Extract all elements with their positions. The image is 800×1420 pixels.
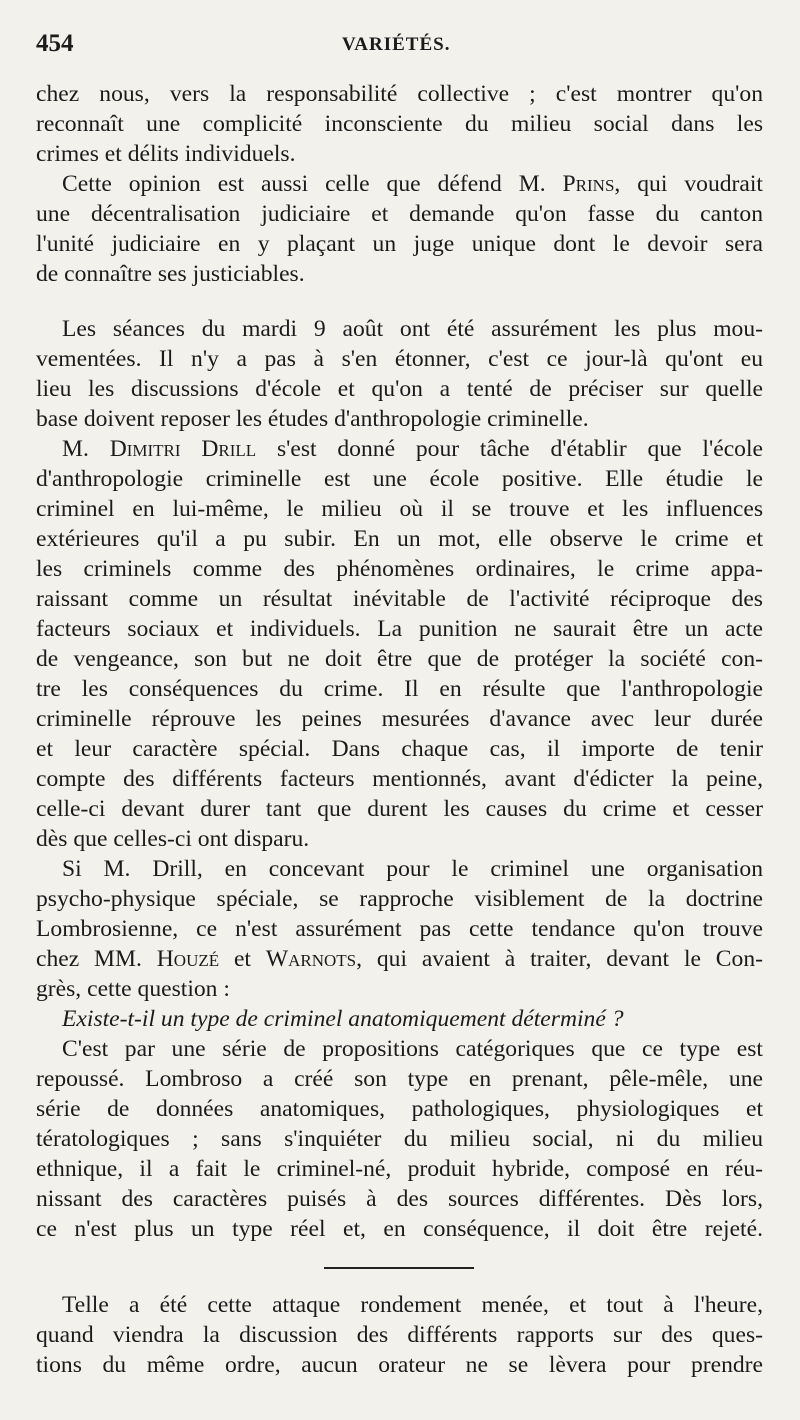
- text-line: repoussé. Lombroso a créé son type en prenant, pêle-mêle, une: [36, 1066, 763, 1092]
- text-line: tions du même ordre, aucun orateur ne se lèvera pour prendre: [36, 1352, 763, 1378]
- text-line: vementées. Il n'y a pas à s'en étonner, c'est ce jour-là qu'ont eu: [36, 346, 763, 372]
- text-line: tératologiques ; sans s'inquiéter du milieu social, ni du milieu: [36, 1126, 763, 1152]
- page-number: 454: [36, 30, 74, 57]
- author-name-drill: Dimitri Drill: [109, 436, 257, 462]
- text-line: celle-ci devant durer tant que durent les causes du crime et cesser: [36, 796, 763, 822]
- text-line: Si M. Drill, en concevant pour le criminel une organisation: [62, 856, 763, 882]
- text-line: et leur caractère spécial. Dans chaque cas, il importe de tenir: [36, 736, 763, 762]
- text-line: criminelle réprouve les peines mesurées d'avance avec leur durée: [36, 706, 763, 732]
- question-heading: Existe-t-il un type de criminel anatomiquement déterminé ?: [62, 1006, 624, 1032]
- text-line: compte des différents facteurs mentionnés, avant d'édicter la peine,: [36, 766, 763, 792]
- text-line: crimes et délits individuels.: [36, 141, 296, 167]
- text-line: M. Dimitri Drill s'est donné pour tâche d'établir que l'école: [62, 436, 763, 462]
- text-line: criminel en lui-même, le milieu où il se trouve et les influences: [36, 496, 763, 522]
- text-line: ethnique, il a fait le criminel-né, produit hybride, composé en réu-: [36, 1156, 763, 1182]
- text-line: reconnaît une complicité inconsciente du milieu social dans les: [36, 111, 763, 137]
- text-line: lieu les discussions d'école et qu'on a tenté de préciser sur quelle: [36, 376, 763, 402]
- text-line: de vengeance, son but ne doit être que de protéger la société con-: [36, 646, 763, 672]
- author-name-warnots: Warnots: [265, 946, 357, 972]
- text-line: base doivent reposer les études d'anthropologie criminelle.: [36, 406, 589, 432]
- text-line: l'unité judiciaire en y plaçant un juge unique dont le devoir sera: [36, 231, 763, 257]
- text-line: de connaître ses justiciables.: [36, 261, 305, 287]
- text-line: facteurs sociaux et individuels. La punition ne saurait être un acte: [36, 616, 763, 642]
- text-line: Lombrosienne, ce n'est assurément pas cette tendance qu'on trouve: [36, 916, 763, 942]
- text-line: chez MM. Houzé et Warnots, qui avaient à traiter, devant le Con-: [36, 946, 763, 972]
- text-line: grès, cette question :: [36, 976, 230, 1002]
- section-divider: [324, 1267, 474, 1269]
- text-line: une décentralisation judiciaire et demande qu'on fasse du canton: [36, 201, 763, 227]
- text-line: nissant des caractères puisés à des sources différentes. Dès lors,: [36, 1186, 763, 1212]
- text-line: série de données anatomiques, pathologiques, physiologiques et: [36, 1096, 763, 1122]
- text-line: Les séances du mardi 9 août ont été assurément les plus mou-: [62, 316, 763, 342]
- text-line: raissant comme un résultat inévitable de l'activité réciproque des: [36, 586, 763, 612]
- text-line: ce n'est plus un type réel et, en conséquence, il doit être rejeté.: [36, 1216, 763, 1242]
- text-line: tre les conséquences du crime. Il en résulte que l'anthropologie: [36, 676, 763, 702]
- running-head: VARIÉTÉS.: [342, 34, 451, 55]
- page-header: [36, 30, 764, 70]
- text-line: d'anthropologie criminelle est une école positive. Elle étudie le: [36, 466, 763, 492]
- text-line: extérieures qu'il a pu subir. En un mot, elle observe le crime et: [36, 526, 763, 552]
- text-line: dès que celles-ci ont disparu.: [36, 826, 310, 852]
- text-line: chez nous, vers la responsabilité collective ; c'est montrer qu'on: [36, 81, 763, 107]
- text-line: quand viendra la discussion des différents rapports sur des ques-: [36, 1322, 763, 1348]
- text-line: Cette opinion est aussi celle que défend M. Prins, qui voudrait: [62, 171, 763, 197]
- text-line: psycho-physique spéciale, se rapproche visiblement de la doctrine: [36, 886, 763, 912]
- author-name-houze: Houzé: [156, 946, 220, 972]
- author-name-prins: Prins: [562, 171, 615, 197]
- text-line: les criminels comme des phénomènes ordinaires, le crime appa-: [36, 556, 763, 582]
- text-line: C'est par une série de propositions catégoriques que ce type est: [62, 1036, 763, 1062]
- text-line: Telle a été cette attaque rondement menée, et tout à l'heure,: [62, 1292, 763, 1318]
